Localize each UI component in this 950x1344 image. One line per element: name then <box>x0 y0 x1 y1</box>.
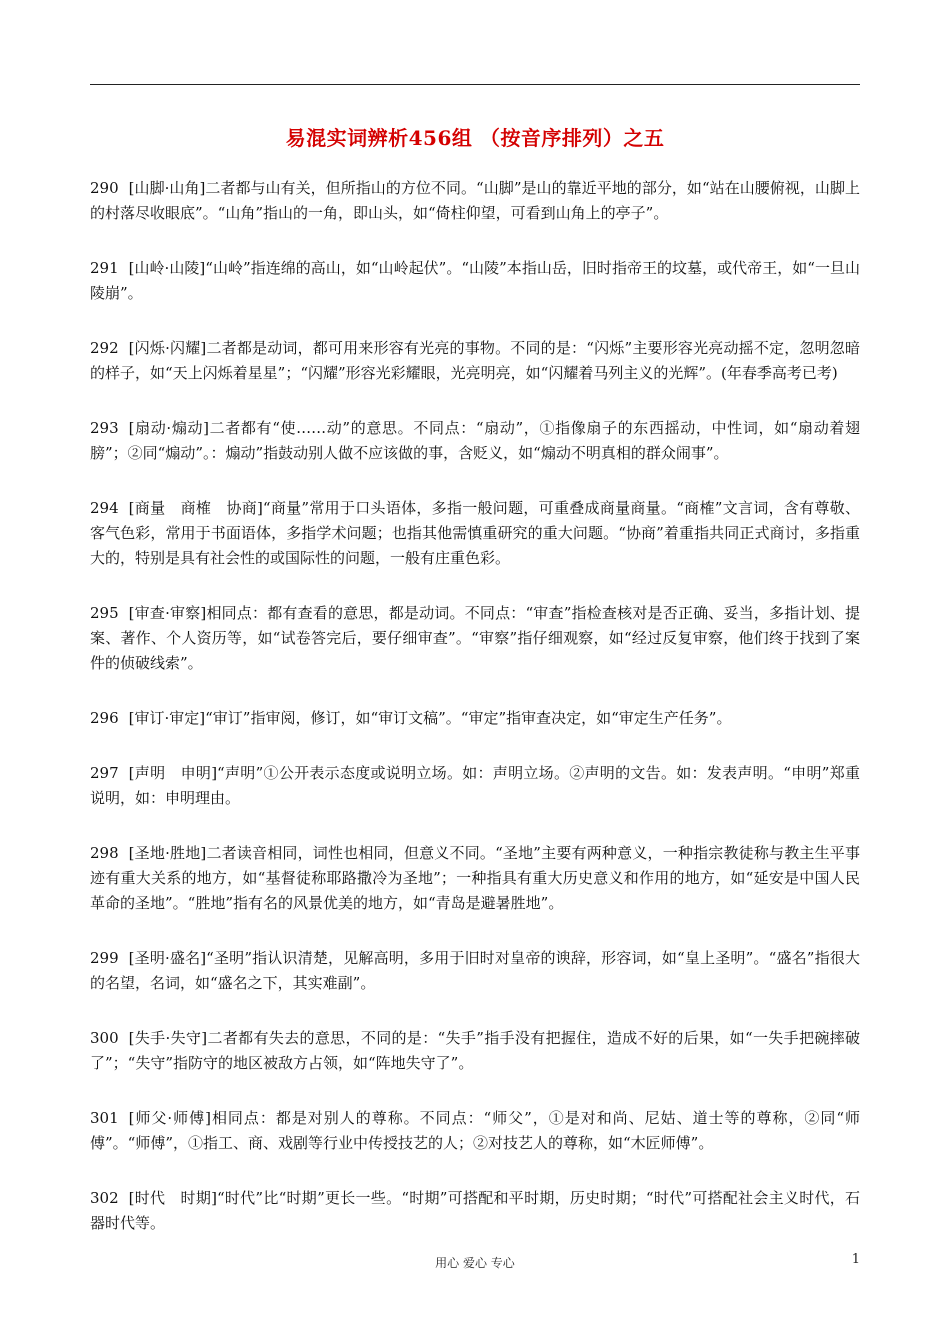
document-title: 易混实词辨析456组 （按音序排列）之五 <box>285 126 665 150</box>
header-rule <box>90 84 860 85</box>
entry-295 <box>90 601 860 676</box>
entry-number: 294 <box>90 499 119 517</box>
entry-text: [山岭·山陵]“山岭”指连绵的高山，如“山岭起伏”。“山陵”本指山岳，旧时指帝王的坟墓，或代帝王，如“一旦山陵崩”。 <box>90 259 860 302</box>
entry-list <box>90 176 860 1266</box>
entry-number: 302 <box>90 1189 119 1207</box>
entry-number: 299 <box>90 949 119 967</box>
entry-number: 297 <box>90 764 119 782</box>
entry-number: 300 <box>90 1029 119 1047</box>
entry-302 <box>90 1186 860 1236</box>
entry-number: 295 <box>90 604 119 622</box>
footer-text: 用心 爱心 专心 <box>435 1256 515 1270</box>
entry-number: 296 <box>90 709 119 727</box>
entry-text: [圣明·盛名]“圣明”指认识清楚，见解高明，多用于旧时对皇帝的谀辞，形容词，如“皇上圣明”。“盛名”指很大的名望，名词，如“盛名之下，其实难副”。 <box>90 949 860 992</box>
entry-text: [时代 时期]“时代”比“时期”更长一些。“时期”可搭配和平时期，历史时期；“时代”可搭配社会主义时代，石器时代等。 <box>90 1189 860 1232</box>
entry-text: [闪烁·闪耀]二者都是动词，都可用来形容有光亮的事物。不同的是：“闪烁”主要形容光亮动摇不定，忽明忽暗的样子，如“天上闪烁着星星”；“闪耀”形容光彩耀眼，光亮明亮，如“闪耀着马列主义的光辉”。(年春季高考已考) <box>90 339 860 382</box>
entry-291 <box>90 256 860 306</box>
entry-text: [扇动·煽动]二者都有“使……动”的意思。不同点：“扇动”，①指像扇子的东西摇动，中性词，如“扇动着翅膀”；②同“煽动”。：煽动”指鼓动别人做不应该做的事，含贬义，如“煽动不明真相的群众闹事”。 <box>90 419 860 462</box>
entry-number: 293 <box>90 419 119 437</box>
entry-text: [声明 申明]“声明”①公开表示态度或说明立场。如：声明立场。②声明的文告。如：发表声明。“申明”郑重说明，如：申明理由。 <box>90 764 860 807</box>
entry-text: [失手·失守]二者都有失去的意思，不同的是：“失手”指手没有把握住，造成不好的后果，如“一失手把碗摔破了”；“失守”指防守的地区被敌方占领，如“阵地失守了”。 <box>90 1029 860 1072</box>
entry-296 <box>90 706 860 731</box>
entry-text: [审订·审定]“审订”指审阅，修订，如“审订文稿”。“审定”指审查决定，如“审定生产任务”。 <box>128 709 732 727</box>
entry-text: [商量 商榷 协商]“商量”常用于口头语体，多指一般问题，可重叠成商量商量。“商榷”文言词，含有尊敬、客气色彩，常用于书面语体，多指学术问题；也指其他需慎重研究的重大问题。“协商”着重指共同正式商讨，多指重大的，特别是具有社会性的或国际性的问题，一般有庄重色彩。 <box>90 499 860 567</box>
entry-300 <box>90 1026 860 1076</box>
entry-301 <box>90 1106 860 1156</box>
entry-297 <box>90 761 860 811</box>
entry-text: [审查·审察]相同点：都有查看的意思，都是动词。不同点：“审查”指检查核对是否正确、妥当，多指计划、提案、著作、个人资历等，如“试卷答完后，要仔细审查”。“审察”指仔细观察，如“经过反复审察，他们终于找到了案件的侦破线索”。 <box>90 604 860 672</box>
entry-text: [圣地·胜地]二者读音相同，词性也相同，但意义不同。“圣地”主要有两种意义，一种指宗教徒称与教主生平事迹有重大关系的地方，如“基督徒称耶路撒冷为圣地”；一种指具有重大历史意义和作用的地方，如“延安是中国人民革命的圣地”。“胜地”指有名的风景优美的地方，如“青岛是避暑胜地”。 <box>90 844 860 912</box>
entry-text: [山脚·山角]二者都与山有关，但所指山的方位不同。“山脚”是山的靠近平地的部分，如“站在山腰俯视，山脚上的村落尽收眼底”。“山角”指山的一角，即山头，如“倚柱仰望，可看到山角上的亭子”。 <box>90 179 860 222</box>
entry-290 <box>90 176 860 226</box>
entry-293 <box>90 416 860 466</box>
entry-number: 301 <box>90 1109 119 1127</box>
entry-number: 292 <box>90 339 119 357</box>
entry-299 <box>90 946 860 996</box>
entry-292 <box>90 336 860 386</box>
entry-number: 298 <box>90 844 119 862</box>
page-number: 1 <box>851 1252 860 1267</box>
entry-294 <box>90 496 860 571</box>
entry-number: 291 <box>90 259 119 277</box>
entry-298 <box>90 841 860 916</box>
entry-number: 290 <box>90 179 119 197</box>
entry-text: [师父·师傅]相同点：都是对别人的尊称。不同点：“师父”，①是对和尚、尼姑、道士等的尊称，②同“师傅”。“师傅”，①指工、商、戏剧等行业中传授技艺的人；②对技艺人的尊称，如“木匠师傅”。 <box>90 1109 860 1152</box>
